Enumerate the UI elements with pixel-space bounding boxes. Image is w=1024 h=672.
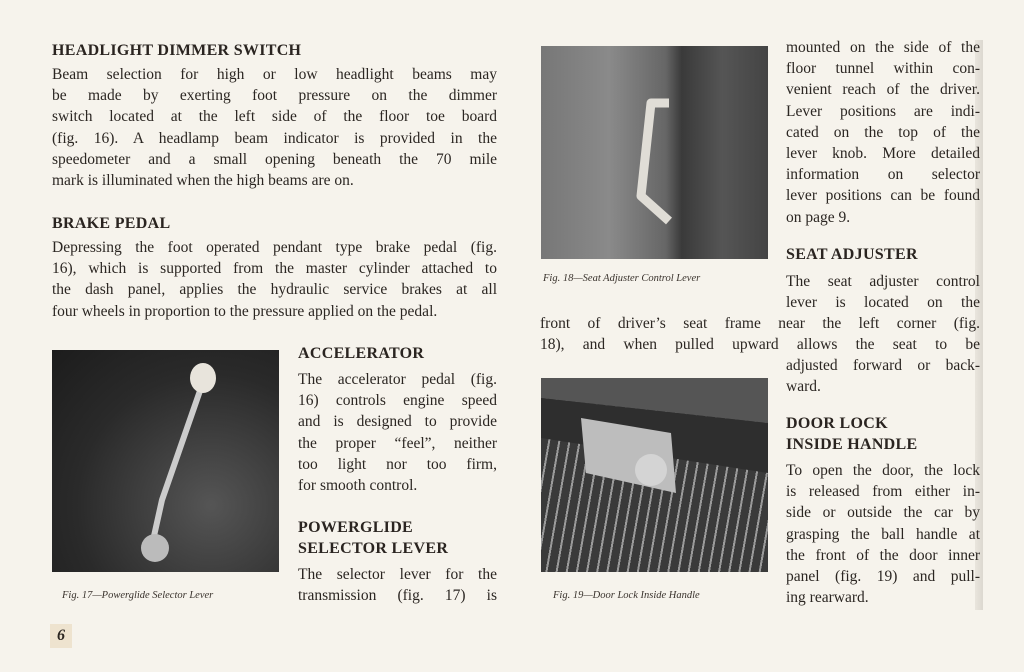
text-line: floor tunnel within con-	[786, 60, 980, 78]
text-line: transmission (fig. 17) is	[298, 587, 497, 605]
text-line: switch located at the left side of the floor toe board	[52, 108, 497, 126]
paragraph-seat-a	[786, 271, 980, 313]
fig18-photo	[541, 46, 768, 259]
text-line: The seat adjuster control	[786, 273, 980, 290]
text-line: (fig. 16). A headlamp beam indicator is provided in the	[52, 129, 497, 147]
text-line: is released from either in-	[786, 483, 980, 501]
paragraph-accelerator	[298, 369, 497, 496]
text-line: the dash panel, applies the hydraulic service brakes at all	[52, 281, 497, 299]
caption-fig18: Fig. 18—Seat Adjuster Control Lever	[543, 273, 701, 284]
caption-fig17: Fig. 17—Powerglide Selector Lever	[62, 590, 214, 601]
heading-accelerator: ACCELERATOR	[298, 345, 425, 362]
text-line: front of driver’s seat frame near the left corner (fig.	[540, 315, 980, 332]
text-line: venient reach of the driver.	[786, 81, 980, 99]
text-line: side or outside the car by	[786, 504, 980, 522]
text-line: four wheels in proportion to the pressure applied on the pedal.	[52, 302, 438, 320]
paragraph-seat-c	[786, 355, 980, 397]
paragraph-door-lock	[786, 460, 980, 608]
heading-brake-pedal: BRAKE PEDAL	[52, 215, 171, 232]
paragraph-powerglide	[298, 564, 497, 606]
text-line: information on selector	[786, 166, 980, 184]
text-line: panel (fig. 19) and pull-	[786, 568, 980, 586]
paragraph-powerglide-continued	[786, 37, 980, 228]
heading-headlight-dimmer: HEADLIGHT DIMMER SWITCH	[52, 42, 302, 59]
text-line: speedometer and a small opening beneath the 70 mile	[52, 150, 497, 168]
text-line: Beam selection for high or low headlight beams may	[52, 66, 497, 83]
heading-powerglide: POWERGLIDE	[298, 519, 414, 536]
heading-selector-lever: SELECTOR LEVER	[298, 540, 449, 557]
text-line: 16), which is supported from the master cylinder attached to	[52, 260, 497, 278]
text-line: 18), and when pulled upward allows the seat to be	[540, 336, 980, 354]
text-line: on page 9.	[786, 208, 851, 226]
paragraph-brake	[52, 237, 497, 322]
text-line: mounted on the side of the	[786, 39, 980, 56]
text-line: for smooth control.	[298, 477, 418, 495]
text-line: The selector lever for the	[298, 566, 497, 583]
text-line: too light nor too firm,	[298, 455, 497, 473]
text-line: ward.	[786, 378, 821, 396]
text-line: Lever positions are indi-	[786, 102, 980, 120]
text-line: and is designed to provide	[298, 413, 497, 431]
heading-door-lock: DOOR LOCK	[786, 415, 888, 432]
text-line: lever is located on the	[786, 294, 980, 312]
text-line: mark is illuminated when the high beams are on.	[52, 172, 354, 190]
text-line: adjusted forward or back-	[786, 357, 980, 374]
door-handle-illustration	[541, 378, 768, 572]
text-line: 16) controls engine speed	[298, 392, 497, 410]
page-number: 6	[50, 624, 72, 648]
paragraph-seat-b	[540, 313, 980, 355]
text-line: To open the door, the lock	[786, 462, 980, 479]
text-line: The accelerator pedal (fig.	[298, 371, 497, 388]
fig17-photo	[52, 350, 279, 572]
selector-lever-illustration	[52, 350, 279, 572]
text-line: lever knob. More detailed	[786, 145, 980, 163]
seat-adjuster-lever-illustration	[541, 46, 768, 259]
text-line: grasping the ball handle at	[786, 525, 980, 543]
fig19-photo	[541, 378, 768, 572]
text-line: cated on the top of the	[786, 123, 980, 141]
text-line: be made by exerting foot pressure on the dimmer	[52, 87, 497, 105]
text-line: the proper “feel”, neither	[298, 434, 497, 452]
caption-fig19: Fig. 19—Door Lock Inside Handle	[553, 590, 700, 601]
heading-seat-adjuster: SEAT ADJUSTER	[786, 246, 918, 263]
text-line: Depressing the foot operated pendant type brake pedal (fig.	[52, 239, 497, 256]
paragraph-headlight	[52, 64, 497, 191]
heading-inside-handle: INSIDE HANDLE	[786, 436, 918, 453]
text-line: the front of the door inner	[786, 546, 980, 564]
text-line: lever positions can be found	[786, 187, 980, 205]
text-line: ing rearward.	[786, 589, 869, 607]
